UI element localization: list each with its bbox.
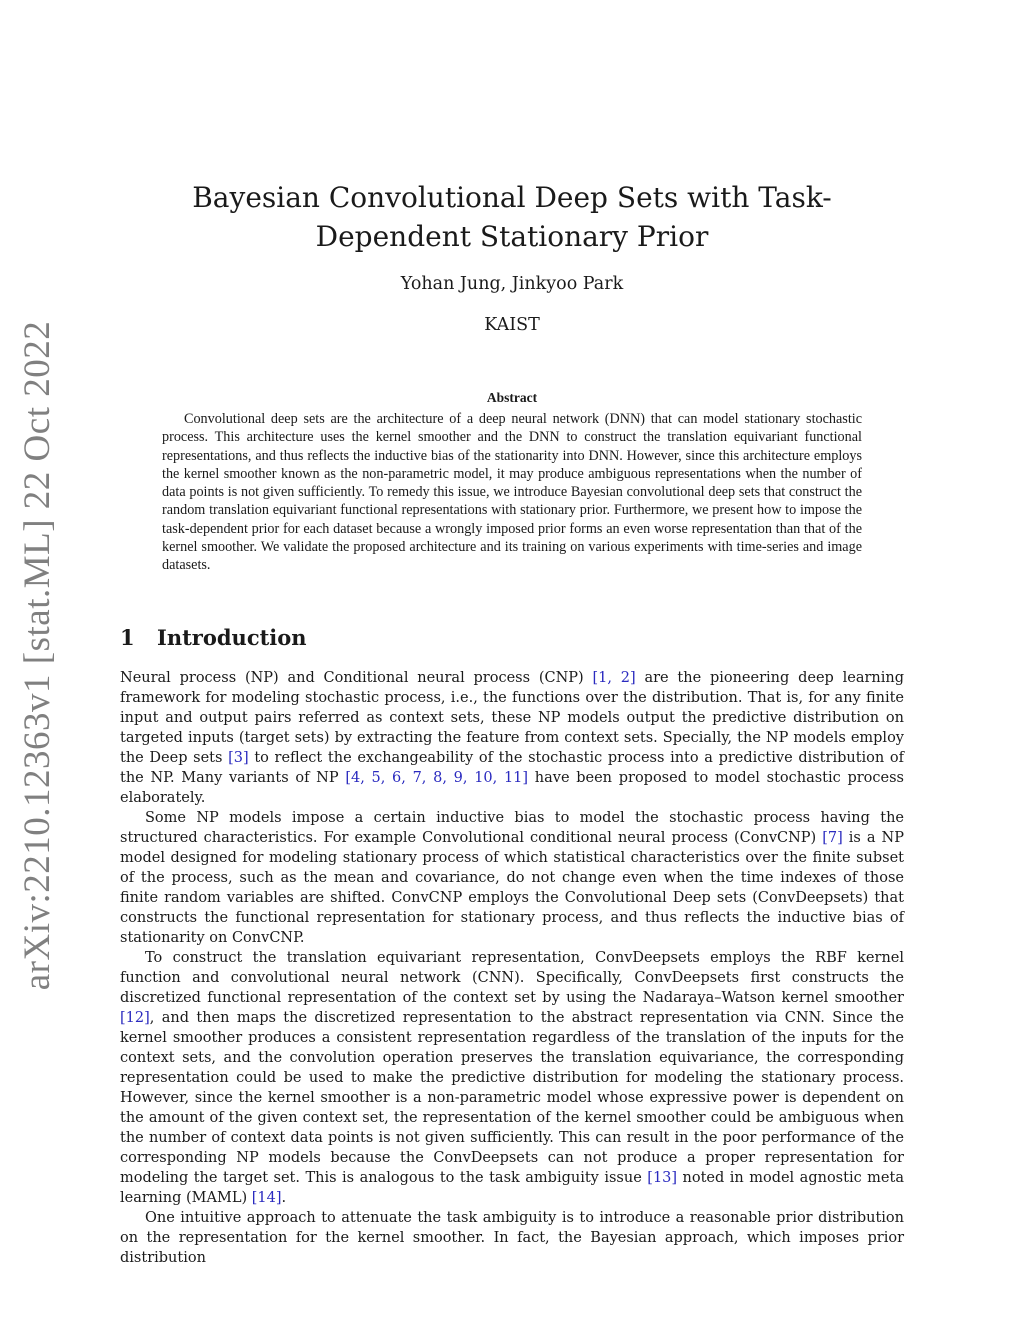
author-list: Yohan Jung, Jinkyoo Park [400, 274, 624, 294]
section-title: Introduction [157, 625, 307, 650]
text-run: One intuitive approach to attenuate the task ambiguity is to introduce a reasonable prior distribution on the representation for the kernel smoother. In fact, the Bayesian approach, which imposes prior distribution [120, 1210, 904, 1266]
text-run: to reflect the exchangeability of the stochastic process into a predictive distribution of the NP. Many variants of NP [120, 750, 904, 786]
citation-link[interactable]: [13] [647, 1170, 678, 1186]
paragraph [120, 808, 904, 948]
body-text [120, 668, 904, 1268]
text-run: have been proposed to model stochastic process elaborately. [120, 770, 904, 806]
text-run: are the pioneering deep learning framework for modeling stochastic process, i.e., the functions over the distribution. That is, for any finite input and output pairs referred as context sets, these NP models output the predictive distribution on targeted inputs (target sets) by extracting the feature from context sets. Specially, the NP models employ the Deep sets [120, 670, 904, 766]
text-run: Some NP models impose a certain inductive bias to model the stochastic process having the structured characteristics. For example Convolutional conditional neural process (ConvCNP) [120, 810, 904, 846]
abstract-heading: Abstract [486, 390, 538, 405]
arxiv-identifier: arXiv:2210.12363v1 [stat.ML] 22 Oct 2022 [17, 320, 59, 990]
citation-link[interactable]: [3] [228, 750, 249, 766]
arxiv-side-stamp [2, 320, 74, 990]
paper-title: Bayesian Convolutional Deep Sets with Task-Dependent Stationary Prior [192, 181, 832, 253]
citation-link[interactable]: [1, 2] [592, 670, 636, 686]
paragraph [120, 948, 904, 1208]
paragraph [120, 1208, 904, 1268]
citation-link[interactable]: [14] [251, 1190, 282, 1206]
section-number: 1 [120, 625, 135, 650]
text-run: To construct the translation equivariant representation, ConvDeepsets employs the RBF kernel function and convolutional neural network (CNN). Specifically, ConvDeepsets first constructs the discretized functional representation of the context set by using the Nadaraya–Watson kernel smoother [120, 950, 904, 1006]
text-run: . [281, 1190, 287, 1206]
text-run: , and then maps the discretized representation to the abstract representation via CNN. Since the kernel smoother produces a consistent representation regardless of the translation of the inputs for the context sets, and the convolution operation preserves the translation equivariance, the corresponding representation could be used to make the predictive distribution for modeling the stationary process. However, since the kernel smoother is a non-parametric model whose expressive power is dependent on the amount of the given context set, the representation of the kernel smoother could be ambiguous when the number of context data points is not given sufficiently. This can result in the poor performance of the corresponding NP models because the ConvDeepsets can not produce a proper representation for modeling the target set. This is analogous to the task ambiguity issue [120, 1010, 904, 1186]
citation-link[interactable]: [7] [822, 830, 843, 846]
citation-link[interactable]: [12] [120, 1010, 150, 1026]
affiliation: KAIST [484, 315, 540, 335]
paragraph [120, 668, 904, 808]
citation-link[interactable]: [4, 5, 6, 7, 8, 9, 10, 11] [345, 770, 529, 786]
abstract-text: Convolutional deep sets are the architecture of a deep neural network (DNN) that can model stationary stochastic process. This architecture uses the kernel smoother and the DNN to construct the translation equivariant functional representations, and thus reflects the inductive bias of the stationarity into DNN. However, since this architecture employs the kernel smoother known as the non-parametric model, it may produce ambiguous representations when the number of data points is not given sufficiently. To remedy this issue, we introduce Bayesian convolutional deep sets that construct the random translation equivariant functional representations with stationary prior. Furthermore, we present how to impose the task-dependent prior for each dataset because a wrongly imposed prior forms an even worse representation than that of the kernel smoother. We validate the proposed architecture and its training on various experiments with time-series and image datasets. [162, 411, 862, 574]
text-run: is a NP model designed for modeling stationary process of which statistical characteristics over the finite subset of the process, such as the mean and covariance, do not change even when the time indexes of those finite random variables are shifted. ConvCNP employs the Convolutional Deep sets (ConvDeepsets) that constructs the functional representation for stationary process, and thus reflects the inductive bias of stationarity on ConvCNP. [120, 830, 905, 946]
text-run: Neural process (NP) and Conditional neural process (CNP) [120, 670, 593, 686]
text-run: noted in model agnostic meta learning (MAML) [120, 1170, 904, 1206]
section-heading [120, 625, 307, 650]
